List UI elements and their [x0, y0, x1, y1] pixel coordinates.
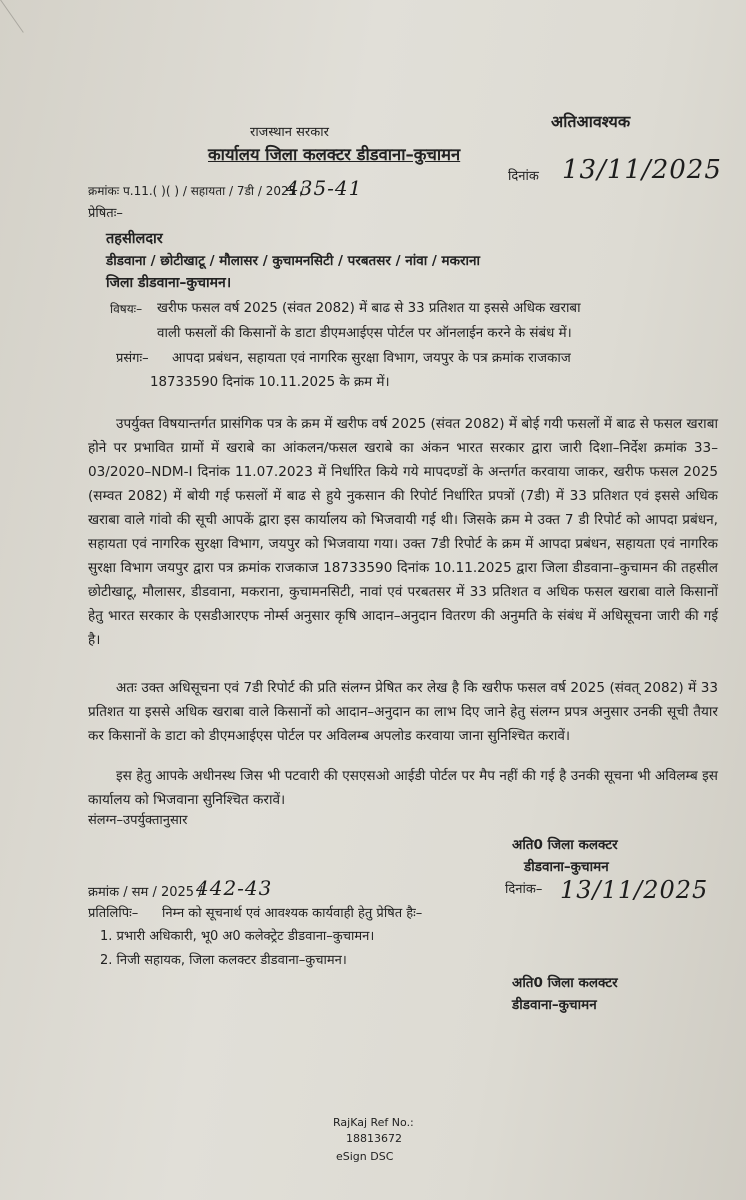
subject-line-2: वाली फसलों की किसानों के डाटा डीएमआईएस पोर्टल पर ऑनलाईन करने के संबंध में। [157, 326, 572, 341]
signatory-place-1: डीडवाना–कुचामन [524, 859, 609, 875]
copy-reference-label: क्रमांक / सम / 2025 / [88, 885, 203, 900]
subject-line-1: खरीफ फसल वर्ष 2025 (संवत 2082) में बाढ से 33 प्रतिशत या इससे अधिक खराबा [157, 301, 581, 316]
signatory-title-2: अति0 जिला कलक्टर [512, 975, 618, 991]
date-label: दिनांक [508, 169, 539, 184]
esign-label: eSign DSC [336, 1150, 394, 1163]
reference-number-handwritten: 435-41 [286, 176, 363, 200]
copy-item-2: 2. निजी सहायक, जिला कलक्टर डीडवाना–कुचामन। [100, 953, 347, 968]
govt-name: राजस्थान सरकार [250, 125, 329, 140]
signatory-place-2: डीडवाना–कुचामन [512, 997, 597, 1013]
signature-date-label: दिनांक– [505, 882, 543, 897]
reference-line-2: 18733590 दिनांक 10.11.2025 के क्रम में। [150, 375, 390, 390]
body-paragraph-3: इस हेतु आपके अधीनस्थ जिस भी पटवारी की एसएसओ आईडी पोर्टल पर मैप नहीं की गई है उनकी सूचना भी अविलम्ब इस कार्यालय को भिजवाना सुनिश्चित करावें। [88, 768, 718, 808]
recipient-title: तहसीलदार [106, 231, 163, 247]
copy-reference-handwritten: 442-43 [196, 876, 273, 900]
office-title: कार्यालय जिला कलक्टर डीडवाना–कुचामन [208, 145, 461, 164]
to-label: प्रेषितः– [88, 206, 123, 221]
rajkaj-ref-number: 18813672 [346, 1132, 402, 1145]
recipient-tehsils: डीडवाना / छोटीखाटू / मौलासर / कुचामनसिटी / परबतसर / नांवा / मकराना [106, 253, 480, 269]
recipient-district: जिला डीडवाना–कुचामन। [106, 275, 232, 291]
body-paragraph-2: अतः उक्त अधिसूचना एवं 7डी रिपोर्ट की प्रति संलग्न प्रेषित कर लेख है कि खरीफ फसल वर्ष 2025 (संवत् 2082) में 33 प्रतिशत या इससे अधिक खराबा वाले किसानों को आदान–अनुदान का लाभ दिए जाने हेतु संलग्न प्रपत्र अनुसार उनकी सूची तैयार कर किसानों के डाटा को डीएमआईएस पोर्टल पर अविलम्ब अपलोड करवाया जाना सुनिश्चित करावें। [88, 680, 718, 744]
copy-intro: निम्न को सूचनार्थ एवं आवश्यक कार्यवाही हेतु प्रेषित हैः– [162, 906, 423, 921]
body-paragraph-1: उपर्युक्त विषयान्तर्गत प्रासंगिक पत्र के क्रम में खरीफ वर्ष 2025 (संवत 2082) में बोई गयी फसलों में बाढ से फसल खराबा होने पर प्रभावित ग्रामों में खराबे का आंकलन/फसल खराबे का अंकन भारत सरकार द्वारा जारी दिशा–निर्देश क्रमांक 33–03/2020–NDM-I दिनांक 11.07.2023 में निर्धारित किये गये मापदण्डों के अन्तर्गत करवाया जाकर, खरीफ फसल 2025 (सम्वत 2082) में बोयी गई फसलों में बाढ से हुये नुकसान की रिपोर्ट निर्धारित प्रपत्रों (7डी) में 33 प्रतिशत एवं इससे अधिक खराबा वाले गांवो की सूची आपकें द्वारा इस कार्यालय को भिजवायी गई थी। जिसके क्रम मे उक्त 7 डी रिपोर्ट को आपदा प्रबंधन, सहायता एवं नागरिक सुरक्षा विभाग, जयपुर को भिजवाया गया। उक्त 7डी रिपोर्ट के क्रम में आपदा प्रबंधन, सहायता एवं नागरिक सुरक्षा विभाग जयपुर द्वारा पत्र क्रमांक राजकाज 18733590 दिनांक 10.11.2025 द्वारा जिला डीडवाना–कुचामन की तहसील छोटीखाटू, मौलासर, डीडवाना, मकराना, कुचामनसिटी, नावां एवं परबतसर में 33 प्रतिशत व अधिक फसल खराबा वाले किसानों हेतु भारत सरकार के एसडीआरएफ नोर्म्स अनुसार कृषि आदान–अनुदान वितरण की अनुमति के संबंध में अधिसूचना जारी की गई है। [88, 416, 718, 648]
urgent-label: अतिआवश्यक [551, 112, 631, 131]
page-fold [0, 0, 57, 33]
reference-number-label: क्रमांकः प.11.( )( ) / सहायता / 7डी / 2025 / [88, 184, 305, 198]
reference-line-1: आपदा प्रबंधन, सहायता एवं नागरिक सुरक्षा विभाग, जयपुर के पत्र क्रमांक राजकाज [172, 351, 571, 366]
rajkaj-ref-label: RajKaj Ref No.: [333, 1116, 414, 1129]
reference-label: प्रसंगः– [116, 351, 149, 366]
subject-label: विषयः– [110, 302, 143, 316]
date-handwritten: 13/11/2025 [562, 155, 722, 185]
copy-item-1: 1. प्रभारी अधिकारी, भू0 अ0 कलेक्ट्रेट डीडवाना–कुचामन। [100, 929, 375, 944]
signatory-title-1: अति0 जिला कलक्टर [512, 837, 618, 853]
copy-label: प्रतिलिपिः– [88, 906, 139, 921]
enclosure-note: संलग्न–उपर्युक्तानुसार [88, 813, 188, 828]
signature-date-handwritten: 13/11/2025 [560, 876, 709, 904]
